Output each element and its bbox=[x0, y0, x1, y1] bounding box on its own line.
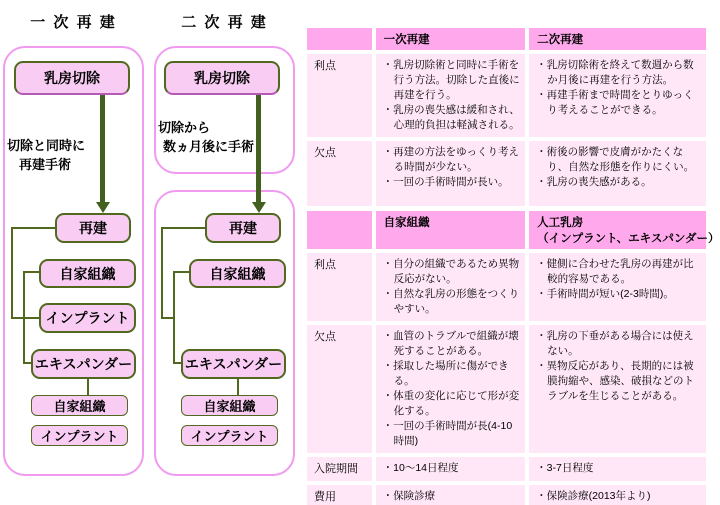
header-primary bbox=[376, 28, 526, 50]
box-expander-primary: エキスパンダー bbox=[31, 349, 136, 379]
row-label-merits: 利点 bbox=[307, 253, 372, 321]
arrowhead-icon bbox=[252, 202, 266, 213]
note-secondary-timing bbox=[158, 118, 254, 156]
note-line: 数ヵ月後に手術 bbox=[163, 139, 255, 154]
row-label-merits: 利点 bbox=[307, 54, 372, 137]
table-row-hospital-stay bbox=[307, 457, 706, 481]
text-line: 一次再建 bbox=[383, 34, 430, 46]
box-expander-secondary: エキスパンダー bbox=[181, 349, 286, 379]
header-secondary bbox=[529, 28, 706, 50]
cell-drawbacks-autologous bbox=[376, 325, 526, 453]
cell-merits-primary bbox=[376, 54, 526, 137]
table-autologous-vs-prosthesis bbox=[303, 207, 720, 505]
box-autologous-secondary: 自家組織 bbox=[189, 259, 286, 288]
cell-drawbacks-secondary bbox=[529, 141, 706, 206]
text-line: ・3-7日程度 bbox=[536, 462, 594, 474]
text-line: ・乳房の喪失感は緩和され、心理的負担は軽減される。 bbox=[382, 104, 520, 131]
table-row-merits bbox=[307, 54, 706, 137]
flowchart-secondary-title: 二 次 再 建 bbox=[181, 14, 268, 31]
table-header-row bbox=[307, 211, 706, 249]
text-line: ・体重の変化に応じて形が変化する。 bbox=[382, 390, 520, 417]
comparison-tables bbox=[303, 24, 720, 505]
text-line: ・乳房切除術を終えて数週から数か月後に再建を行う方法。 bbox=[536, 59, 694, 86]
text-line: ・自分の組織であるため異物反応がない。 bbox=[382, 258, 520, 285]
row-label-drawbacks: 欠点 bbox=[307, 141, 372, 206]
connector-line bbox=[173, 271, 175, 364]
connector-line bbox=[23, 362, 31, 364]
note-primary-timing bbox=[7, 136, 85, 174]
text-line: ・再建手術まで時間をとりゆっくり考えることができる。 bbox=[536, 89, 694, 116]
table-row-merits bbox=[307, 253, 706, 321]
arrowhead-icon bbox=[96, 202, 110, 213]
text-line: ・採取した場所に傷ができる。 bbox=[382, 360, 509, 387]
table-row-drawbacks bbox=[307, 325, 706, 453]
text-line: ・再建の方法をゆっくり考える時間が少ない。 bbox=[382, 146, 520, 173]
cell-drawbacks-prosthesis bbox=[529, 325, 706, 453]
row-label-drawbacks: 欠点 bbox=[307, 325, 372, 453]
text-line: ・保険診療 bbox=[382, 490, 436, 502]
cell-drawbacks-primary bbox=[376, 141, 526, 206]
text-line: ・手術時間が短い(2-3時間)。 bbox=[536, 288, 674, 300]
box-expander-implant-secondary: インプラント bbox=[181, 425, 278, 446]
cell-cost-autologous bbox=[376, 485, 526, 505]
note-line: 再建手術 bbox=[19, 157, 72, 172]
connector-line bbox=[11, 227, 13, 319]
cell-stay-autologous bbox=[376, 457, 526, 481]
arrow-down-secondary bbox=[256, 95, 261, 203]
text-line: ・術後の影響で皮膚がかたくなり、自然な形態を作りにくい。 bbox=[536, 146, 695, 173]
text-line: ・自然な乳房の形態をつくりやすい。 bbox=[382, 288, 520, 315]
header-autologous bbox=[376, 211, 526, 249]
cell-merits-secondary bbox=[529, 54, 706, 137]
text-line: 人工乳房 bbox=[537, 217, 584, 229]
text-line: ・異物反応があり、長期的には被膜拘縮や、感染、破損などのトラブルを生じることがある。 bbox=[536, 360, 694, 402]
text-line: ・乳房の喪失感がある。 bbox=[536, 176, 652, 188]
box-mastectomy-primary: 乳房切除 bbox=[14, 61, 130, 95]
note-line: 切除と同時に bbox=[7, 138, 86, 153]
flowchart-primary-title: 一 次 再 建 bbox=[30, 14, 117, 31]
connector-line bbox=[23, 271, 39, 273]
table-primary-vs-secondary bbox=[303, 24, 710, 210]
header-empty-cell bbox=[307, 28, 372, 50]
cell-stay-prosthesis bbox=[529, 457, 706, 481]
row-label-cost: 費用 bbox=[307, 485, 372, 505]
cell-cost-prosthesis bbox=[529, 485, 706, 505]
text-line: ・10～14日程度 bbox=[382, 462, 459, 474]
text-line: （インプラント、エキスパンダー） bbox=[537, 233, 720, 245]
table-row-drawbacks bbox=[307, 141, 706, 206]
header-prosthesis bbox=[529, 211, 720, 249]
connector-line bbox=[173, 271, 189, 273]
text-line: ・保険診療(2013年より) bbox=[536, 490, 651, 502]
text-line: ・乳房切除術と同時に手術を行う方法。切除した直後に再建を行う。 bbox=[382, 59, 520, 101]
connector-line bbox=[173, 362, 181, 364]
note-line: 切除から bbox=[158, 120, 211, 135]
connector-line bbox=[11, 227, 55, 229]
box-mastectomy-secondary: 乳房切除 bbox=[164, 61, 280, 95]
cell-merits-prosthesis bbox=[529, 253, 706, 321]
box-implant-primary: インプラント bbox=[39, 303, 136, 333]
arrow-down-primary bbox=[100, 95, 105, 203]
box-rebuild-secondary: 再建 bbox=[205, 213, 281, 243]
table-header-row bbox=[307, 28, 706, 50]
row-label-hospital-stay: 入院期間 bbox=[307, 457, 372, 481]
text-line: ・一回の手術時間が長(4-10時間) bbox=[382, 420, 513, 447]
connector-line bbox=[161, 227, 205, 229]
table-row-cost bbox=[307, 485, 706, 505]
box-expander-implant-primary: インプラント bbox=[31, 425, 128, 446]
connector-line bbox=[11, 317, 39, 319]
text-line: ・血管のトラブルで組織が壊死することがある。 bbox=[382, 330, 519, 357]
header-empty-cell bbox=[307, 211, 372, 249]
text-line: 自家組織 bbox=[383, 217, 430, 229]
box-expander-autologous-primary: 自家組織 bbox=[31, 395, 128, 416]
box-autologous-primary: 自家組織 bbox=[39, 259, 136, 288]
cell-merits-autologous bbox=[376, 253, 526, 321]
text-line: ・一回の手術時間が長い。 bbox=[382, 176, 509, 188]
connector-line bbox=[161, 227, 163, 319]
text-line: ・健側に合わせた乳房の再建が比較的容易である。 bbox=[536, 258, 694, 285]
text-line: ・乳房の下垂がある場合には使えない。 bbox=[536, 330, 694, 357]
text-line: 二次再建 bbox=[537, 34, 584, 46]
connector-line bbox=[161, 317, 173, 319]
box-expander-autologous-secondary: 自家組織 bbox=[181, 395, 278, 416]
box-rebuild-primary: 再建 bbox=[55, 213, 131, 243]
connector-line bbox=[23, 271, 25, 364]
